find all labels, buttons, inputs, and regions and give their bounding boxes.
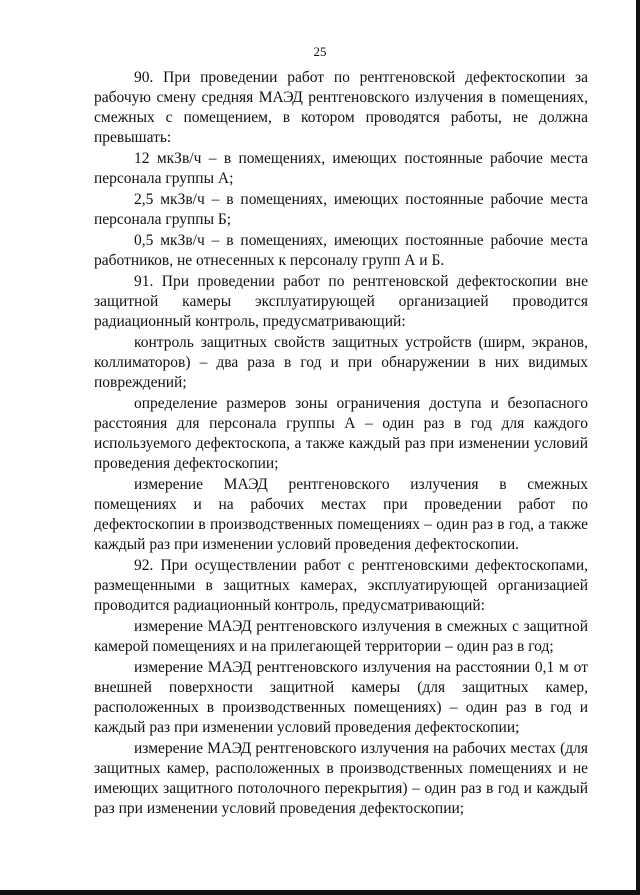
- paragraph-91-intro: 91. При проведении работ по рентгеновской дефектоскопии вне защитной камеры эксплуатирующей организацией проводится радиационный контроль, предусматривающий:: [94, 273, 588, 330]
- paragraph-90-intro: 90. При проведении работ по рентгеновской дефектоскопии за рабочую смену средняя МАЭД рентгеновского излучения в помещениях, смежных с помещением, в котором проводятся работы, не должна превышать:: [94, 69, 588, 146]
- document-body: [94, 68, 588, 819]
- paragraph-limit-group-a: 12 мкЗв/ч – в помещениях, имеющих постоянные рабочие места персонала группы А;: [94, 150, 588, 187]
- paragraph-91-zone-size: определение размеров зоны ограничения доступа и безопасного расстояния для персонала группы А – один раз в год для каждого используемого дефектоскопа, а также каждый раз при изменении условий проведения дефектоскопии;: [94, 395, 588, 472]
- paragraph-92-adjacent-rooms: измерение МАЭД рентгеновского излучения в смежных с защитной камерой помещениях и на прилегающей территории – один раз в год;: [94, 618, 588, 655]
- paragraph-92-workplaces: измерение МАЭД рентгеновского излучения на рабочих местах (для защитных камер, расположенных в производственных помещениях и не имеющих защитного потолочного перекрытия) – один раз в год и каждый раз при изменении условий проведения дефектоскопии;: [94, 740, 588, 817]
- scan-edge-bottom: [0, 890, 640, 895]
- paragraph-92-camera-surface: измерение МАЭД рентгеновского излучения на расстоянии 0,1 м от внешней поверхности защитной камеры (для защитных камер, расположенных в производственных помещениях) – один раз в год и каждый раз при изменении условий проведения дефектоскопии;: [94, 659, 588, 736]
- scan-edge-right: [636, 0, 640, 895]
- paragraph-limit-group-b: 2,5 мкЗв/ч – в помещениях, имеющих постоянные рабочие места персонала группы Б;: [94, 191, 588, 228]
- paragraph-92-intro: 92. При осуществлении работ с рентгеновскими дефектоскопами, размещенными в защитных камерах, эксплуатирующей организацией проводится радиационный контроль, предусматривающий:: [94, 557, 588, 614]
- paragraph-91-measurement: измерение МАЭД рентгеновского излучения в смежных помещениях и на рабочих местах при проведении работ по дефектоскопии в производственных помещениях – один раз в год, а также каждый раз при изменении условий проведения дефектоскопии.: [94, 476, 588, 553]
- paragraph-limit-other-workers: 0,5 мкЗв/ч – в помещениях, имеющих постоянные рабочие места работников, не отнесенных к персоналу групп А и Б.: [94, 232, 588, 269]
- paragraph-91-protective-devices: контроль защитных свойств защитных устройств (ширм, экранов, коллиматоров) – два раза в год и при обнаружении в них видимых повреждений;: [94, 334, 588, 391]
- page-number: 25: [313, 44, 327, 59]
